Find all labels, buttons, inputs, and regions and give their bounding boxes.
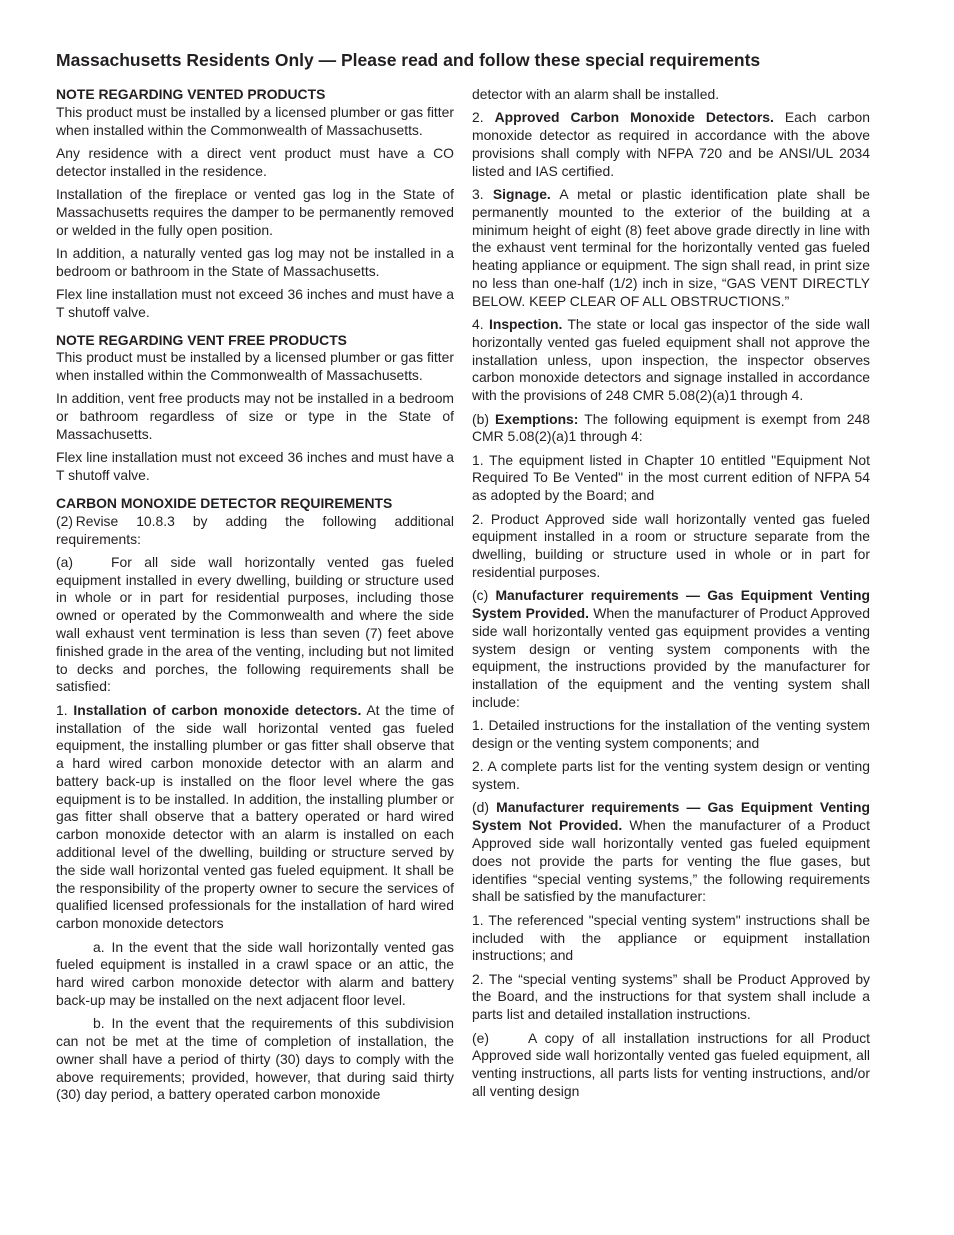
venting-not-provided-text: When the manufacturer of a Product Approved side wall horizontally vented gas fueled equipment does not provide the parts for venting the flue gases, but identifies “special venting systems,” the following requirements shall be satisfied by the manufacturer: xyxy=(472,817,870,905)
venting-provided-item xyxy=(472,587,870,712)
co-item-4 xyxy=(472,316,870,405)
co-item-1a: a. In the event that the side wall horizontally vented gas fueled equipment is installed in a crawl space or an attic, the hard wired carbon monoxide detector with alarm and battery back-up may be installed on the next adjacent floor level. xyxy=(56,938,454,1008)
venting-provided-item-2: 2. A complete parts list for the venting system design or venting system. xyxy=(472,758,870,793)
co-item-a-text: For all side wall horizontally vented gas fueled equipment installed in every dwelling, building or structure used in whole or in part for residential purposes, including those owned or operated by the Commonwealth and where the side wall exhaust vent termination is less than seven (7) feet above finished grade in the area of the venting, including but not limited to decks and porches, the following requirements shall be satisfied: xyxy=(56,553,454,695)
venting-not-provided-label: (d) xyxy=(472,799,497,816)
co-item-1b: b. In the event that the requirements of this subdivision can not be met at the time of completion of installation, the owner shall have a period of thirty (30) days to comply with the above requirements; provided, however, that during said thirty (30) day period, a battery operated carbon monoxide xyxy=(56,1015,454,1103)
venting-not-provided-item-2: 2. The “special venting systems” shall be Product Approved by the Board, and the instructions for that system shall include a parts list and detailed installation instructions. xyxy=(472,970,870,1023)
page-title: Massachusetts Residents Only — Please read and follow these special requirements xyxy=(56,50,761,70)
co-item-4-title: Inspection. xyxy=(488,316,563,333)
vent-free-paragraph-1: This product must be installed by a licensed plumber or gas fitter when installed within the Commonwealth of Massachusetts. xyxy=(56,349,454,384)
co-item-1-text: At the time of installation of the side wall horizontal vented gas fueled equipment, the installing plumber or gas fitter shall observe that a hard wired carbon monoxide detector with an alarm and battery back-up is installed on the floor level where the gas equipment is to be installed. In addition, the installing plumber or gas fitter shall observe that a battery operated or hard wired carbon monoxide detector with an alarm is installed on each additional level of the dwelling, building or structure served by the side wall horizontal vented gas fueled equipment. It shall be the responsibility of the property owner to secure the services of qualified licensed professionals for the installation of hard wired carbon monoxide detectors xyxy=(56,701,454,932)
left-column xyxy=(56,86,454,1110)
exemptions-title: Exemptions: xyxy=(495,410,579,427)
venting-not-provided-item xyxy=(472,799,870,906)
installation-copy-item xyxy=(472,1030,870,1101)
co-item-4-text: The state or local gas inspector of the side wall horizontally vented gas fueled equipment shall not approve the installation unless, upon inspection, the inspector observes carbon monoxide detectors and signage installed in accordance with the provisions of 248 CMR 5.08(2)(a)1 through 4. xyxy=(472,316,870,404)
co-item-2 xyxy=(472,109,870,180)
co-item-a-label: (a) xyxy=(56,553,73,570)
co-item-3 xyxy=(472,186,870,311)
co-item-2-number: 2. xyxy=(472,109,495,126)
co-item-3-title: Signage. xyxy=(492,185,551,202)
venting-provided-label: (c) xyxy=(472,587,496,604)
continued-text: detector with an alarm shall be installed. xyxy=(472,86,720,102)
installation-copy-text: A copy of all installation instructions for all Product Approved side wall horizontally vented gas fueled equipment, all venting instructions, all parts lists for venting instructions, and/or all venting design xyxy=(472,1029,870,1099)
co-item-3-text: A metal or plastic identification plate shall be permanently mounted to the exterior of the building at a minimum height of eight (8) feet above grade directly in line with the exhaust vent terminal for the horizontally vented gas fueled heating appliance or equipment. The sign shall read, in print size no less than one-half (1/2) inch in size, “GAS VENT DIRECTLY BELOW. KEEP CLEAR OF ALL OBSTRUCTIONS.” xyxy=(472,185,870,309)
installation-copy-label: (e) xyxy=(472,1029,489,1046)
right-column xyxy=(472,86,870,1106)
exemptions-item xyxy=(472,411,870,447)
vented-products-heading: NOTE REGARDING VENTED PRODUCTS xyxy=(56,86,326,102)
co-item-2-title: Approved Carbon Monoxide Detectors. xyxy=(494,109,774,126)
venting-provided-text: When the manufacturer of Product Approved side wall horizontally vented gas equipment provides a venting system design or venting system components with the equipment, the instructions provided by the manufacturer for installation of the equipment and the venting system shall include: xyxy=(472,605,871,710)
vent-free-paragraph-3: Flex line installation must not exceed 36 inches and must have a T shutoff valve. xyxy=(56,449,454,484)
co-paragraph-1: (2) Revise 10.8.3 by adding the following additional requirements: xyxy=(56,512,454,547)
co-item-3-number: 3. xyxy=(472,185,493,202)
vented-paragraph-3: Installation of the fireplace or vented gas log in the State of Massachusetts requires the damper to be permanently removed or welded in the fully open position. xyxy=(56,185,454,238)
venting-provided-item-1: 1. Detailed instructions for the installation of the venting system design or the venting system components; and xyxy=(472,717,870,752)
co-item-2-text: Each carbon monoxide detector as required in accordance with the above provisions shall comply with NFPA 720 and be ANSI/UL 2034 listed and IAS certified. xyxy=(472,109,870,179)
co-item-a xyxy=(56,554,454,696)
exemptions-label: (b) xyxy=(472,410,496,427)
vented-paragraph-2: Any residence with a direct vent product must have a CO detector installed in the residence. xyxy=(56,144,454,179)
vented-paragraph-1: This product must be installed by a licensed plumber or gas fitter when installed within the Commonwealth of Massachusetts. xyxy=(56,103,454,138)
venting-not-provided-title: Manufacturer requirements — Gas Equipment Venting System Not Provided. xyxy=(472,799,870,834)
exemptions-text: The following equipment is exempt from 248 CMR 5.08(2)(a)1 through 4: xyxy=(472,410,870,445)
vent-free-products-heading: NOTE REGARDING VENT FREE PRODUCTS xyxy=(56,331,347,348)
co-item-4-number: 4. xyxy=(472,316,489,333)
co-item-1-title: Installation of carbon monoxide detectors. xyxy=(73,701,362,718)
venting-provided-title: Manufacturer requirements — Gas Equipment Venting System Provided. xyxy=(472,587,870,622)
co-item-1 xyxy=(56,702,454,933)
vented-paragraph-4: In addition, a naturally vented gas log may not be installed in a bedroom or bathroom in the State of Massachusetts. xyxy=(56,244,454,279)
vented-paragraph-5: Flex line installation must not exceed 36 inches and must have a T shutoff valve. xyxy=(56,285,454,320)
exemptions-item-2: 2. Product Approved side wall horizontally vented gas fueled equipment installed in a room or structure separate from the dwelling, building or structure used in whole or in part for residential purposes. xyxy=(472,510,870,580)
co-detector-heading: CARBON MONOXIDE DETECTOR REQUIREMENTS xyxy=(56,494,393,511)
co-item-1-number: 1. xyxy=(56,701,74,718)
venting-not-provided-item-1: 1. The referenced "special venting system" instructions shall be included with the appliance or equipment installation instructions; and xyxy=(472,911,870,964)
exemptions-item-1: 1. The equipment listed in Chapter 10 entitled "Equipment Not Required To Be Vented" in the most current edition of NFPA 54 as adopted by the Board; and xyxy=(472,451,870,504)
vent-free-paragraph-2: In addition, vent free products may not be installed in a bedroom or bathroom regardless of size or type in the State of Massachusetts. xyxy=(56,390,454,443)
